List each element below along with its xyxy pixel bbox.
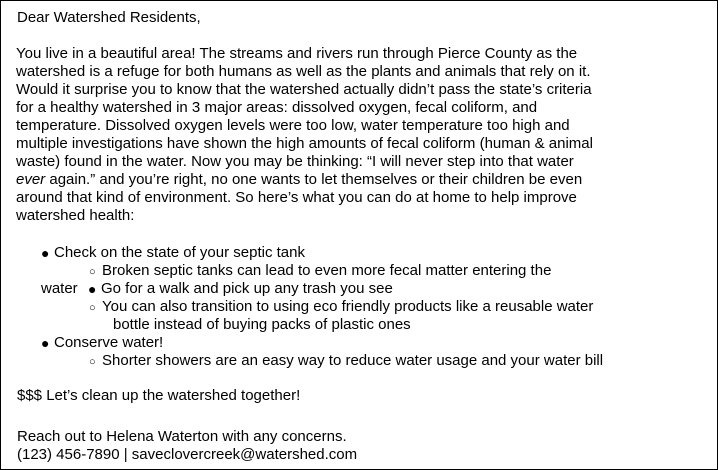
paragraph-line: Would it surprise you to know that the watershed actually didn’t pass the state’s criteria: [16, 81, 592, 98]
emphasis-word: ever: [16, 171, 46, 188]
contact-line: (123) 456-7890 | saveclovercreek@watershed.com: [17, 446, 358, 463]
paragraph-line: watershed health:: [16, 207, 135, 224]
list-item: Go for a walk and pick up any trash you see: [101, 280, 393, 297]
list-subitem: You can also transition to using eco friendly products like a reusable water: [102, 298, 594, 315]
list-subitem: Shorter showers are an easy way to reduce water usage and your water bill: [102, 352, 604, 369]
paragraph-line: multiple investigations have shown the high amounts of fecal coliform (human & animal: [16, 135, 593, 152]
sub-bullet-icon: ○: [89, 302, 96, 314]
paragraph-line-emphasis: [16, 171, 582, 189]
list-subitem: bottle instead of buying packs of plastic ones: [113, 316, 411, 333]
list-item: Check on the state of your septic tank: [54, 244, 305, 261]
sub-bullet-icon: ○: [89, 356, 96, 368]
paragraph-line: You live in a beautiful area! The streams and rivers run through Pierce County as the: [16, 45, 578, 62]
closing-line: $$$ Let’s clean up the watershed together!: [17, 387, 301, 404]
list-item: Conserve water!: [54, 334, 164, 351]
sub-bullet-icon: ○: [89, 266, 96, 278]
bullet-icon: ●: [41, 245, 50, 261]
list-subitem-wrap: water: [41, 280, 78, 297]
paragraph-line: waste) found in the water. Now you may be thinking: “I will never step into that water: [16, 153, 574, 170]
paragraph-line-rest: again.” and you’re right, no one wants to let themselves or their children be even: [45, 171, 583, 188]
list-subitem: Broken septic tanks can lead to even more fecal matter entering the: [102, 262, 552, 279]
paragraph-line: temperature. Dissolved oxygen levels were too low, water temperature too high and: [16, 117, 570, 134]
contact-line: Reach out to Helena Waterton with any concerns.: [17, 428, 347, 445]
bullet-icon: ●: [88, 281, 97, 297]
paragraph-line: for a healthy watershed in 3 major areas: dissolved oxygen, fecal coliform, and: [16, 99, 538, 116]
greeting: Dear Watershed Residents,: [17, 9, 201, 26]
paragraph-line: around that kind of environment. So here’s what you can do at home to help improve: [16, 189, 577, 206]
paragraph-line: watershed is a refuge for both humans as well as the plants and animals that rely on it.: [16, 63, 591, 80]
bullet-icon: ●: [41, 335, 50, 351]
